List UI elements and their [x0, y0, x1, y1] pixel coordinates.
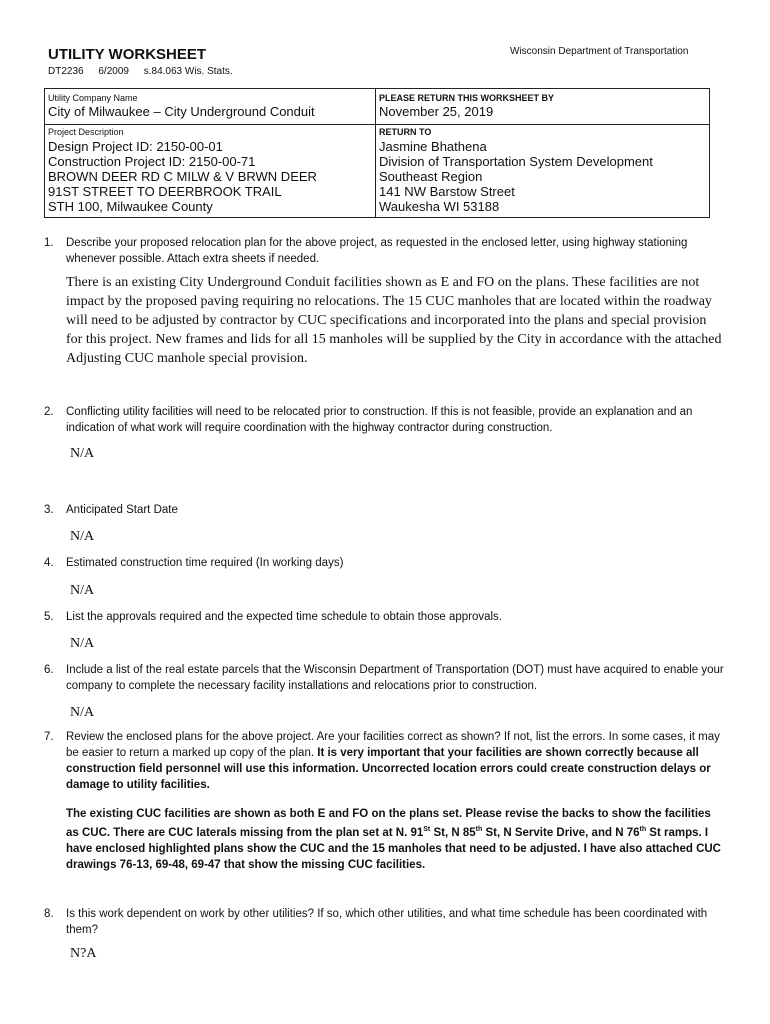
answer-4: N/A — [70, 583, 95, 598]
project-description-label: Project Description — [48, 127, 124, 137]
question-7 — [44, 729, 724, 793]
return-to-line: Jasmine Bhathena — [379, 139, 487, 154]
project-description-line: STH 100, Milwaukee County — [48, 199, 213, 214]
question-8 — [44, 906, 724, 938]
answer-text: The existing CUC facilities are shown as both E and FO on the plans set. Please revise the backs to show the facilities as CUC. There are CUC laterals missing from the plan set at N. 91 — [66, 808, 711, 839]
question-text: Describe your proposed relocation plan for the above project, as requested in the enclosed letter, using highway stationing whenever possible. Attach extra sheets if needed. — [66, 237, 688, 265]
answer-text: St, N 85 — [430, 826, 476, 839]
question-text — [66, 729, 724, 793]
answer-1: There is an existing City Underground Conduit facilities shown as E and FO on the plans. These facilities are not impact by the proposed paving requiring no relocations. The 15 CUC manholes that are located within the roadway will need to be adjusted by contractor by CUC specifications and incorporated into the plans and special provision for this project. New frames and lids for all 15 manholes will be supplied by the City in accordance with the attached Adjusting CUC manhole special provision. — [66, 275, 722, 366]
question-text: Anticipated Start Date — [66, 504, 178, 516]
utility-company-value: City of Milwaukee – City Underground Conduit — [48, 104, 315, 119]
worksheet-title: UTILITY WORKSHEET — [48, 46, 207, 63]
question-text: Estimated construction time required (In working days) — [66, 557, 344, 569]
return-to-line: Waukesha WI 53188 — [379, 199, 500, 214]
project-description-line: Construction Project ID: 2150-00-71 — [48, 154, 256, 169]
question-number: 1. — [44, 237, 54, 249]
ordinal-suffix: St — [423, 826, 431, 833]
question-text: List the approvals required and the expected time schedule to obtain those approvals. — [66, 611, 503, 623]
question-number: 2. — [44, 406, 54, 418]
return-to-address — [379, 139, 653, 214]
answer-text: St, N Servite Drive, and N 76 — [482, 826, 640, 839]
question-text: Conflicting utility facilities will need to be relocated prior to construction. If this is not feasible, provide an explanation and an indication of what work will require coordination with the highway contractor during construction. — [66, 406, 693, 434]
return-to-line: 141 NW Barstow Street — [379, 184, 515, 199]
form-number: DT2236 — [48, 66, 84, 77]
ordinal-suffix: th — [475, 826, 483, 833]
statute-reference: s.84.063 Wis. Stats. — [143, 66, 233, 77]
question-text-regular: Review the enclosed plans for the above project. Are your facilities correct as shown? If not, list the errors. In some cases, it may be easier to return a marked up copy of the plan. — [66, 731, 720, 759]
box-divider-vertical — [375, 89, 376, 217]
project-description — [48, 139, 317, 214]
answer-3: N/A — [70, 529, 95, 544]
question-number: 4. — [44, 557, 54, 569]
question-5 — [44, 609, 724, 625]
question-number: 3. — [44, 504, 54, 516]
box-divider-horizontal — [45, 124, 709, 125]
question-text: Is this work dependent on work by other utilities? If so, which other utilities, and what time schedule has been coordinated with them? — [66, 908, 708, 936]
question-text: Include a list of the real estate parcels that the Wisconsin Department of Transportation (DOT) must have acquired to enable your company to complete the necessary facility installations and relocations prior to construction. — [66, 664, 724, 692]
question-text-bold: It is very important that your facilities are shown correctly because all construction field personnel will use this information. Uncorrected location errors could create construction delays or damage to utility facilities. — [66, 747, 711, 791]
agency-name: Wisconsin Department of Transportation — [510, 46, 689, 57]
question-number: 6. — [44, 664, 54, 676]
answer-2: N/A — [70, 446, 95, 461]
answer-6: N/A — [70, 705, 95, 720]
form-date: 6/2009 — [98, 66, 129, 77]
return-to-label: RETURN TO — [379, 127, 432, 137]
question-4 — [44, 555, 724, 571]
question-number: 5. — [44, 611, 54, 623]
question-2 — [44, 404, 724, 436]
answer-8: N?A — [70, 946, 97, 961]
return-to-line: Southeast Region — [379, 169, 483, 184]
answer-text: St ramps. I have enclosed highlighted plans show the CUC and the 15 manholes that need to be adjusted. I have also attached CUC drawings 76-13, 69-48, 69-47 that show the missing CUC facilities. — [66, 826, 721, 871]
question-1 — [44, 235, 724, 267]
project-description-line: BROWN DEER RD C MILW & V BRWN DEER — [48, 169, 317, 184]
question-number: 8. — [44, 908, 54, 920]
form-meta — [48, 66, 245, 77]
return-by-label: PLEASE RETURN THIS WORKSHEET BY — [379, 93, 555, 103]
utility-company-label: Utility Company Name — [48, 93, 138, 103]
question-number: 7. — [44, 731, 54, 743]
question-3 — [44, 502, 724, 518]
answer-7 — [66, 806, 726, 873]
question-6 — [44, 662, 724, 694]
return-by-date: November 25, 2019 — [379, 104, 494, 119]
ordinal-suffix: th — [639, 826, 647, 833]
return-to-line: Division of Transportation System Development — [379, 154, 653, 169]
answer-5: N/A — [70, 636, 95, 651]
project-description-line: 91ST STREET TO DEERBROOK TRAIL — [48, 184, 282, 199]
project-description-line: Design Project ID: 2150-00-01 — [48, 139, 223, 154]
